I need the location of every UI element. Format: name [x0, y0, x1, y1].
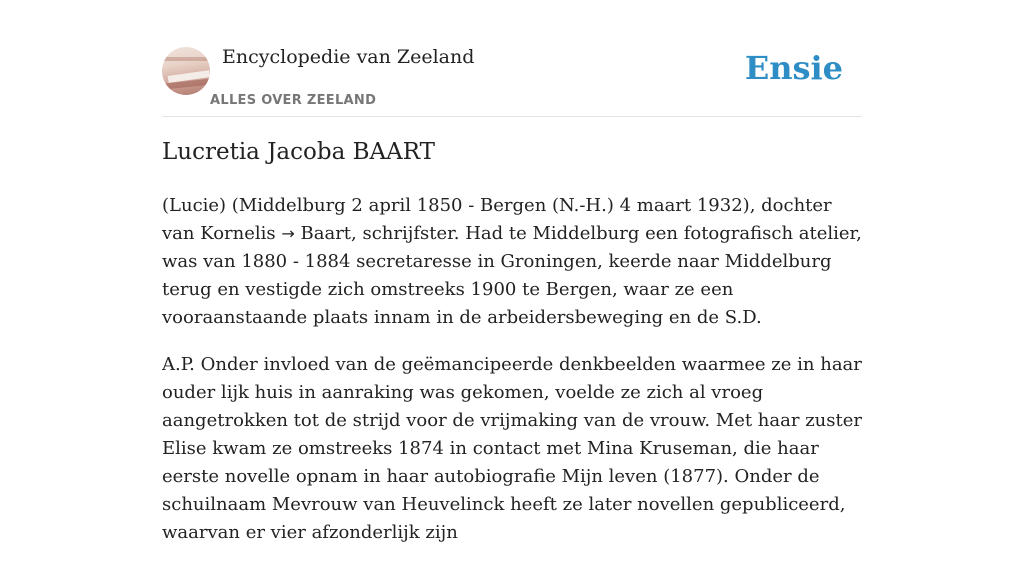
paragraph-text: Baart, schrijfster. Had te Middelburg een fotografisch atelier, was van 1880 - 1884 secretaresse in Groningen, keerde naar Middelburg terug en vestigde zich omstreeks 1900 te Bergen, waar ze een vooraanstaande plaats innam in de arbeidersbeweging en de S.D. [162, 223, 862, 328]
site-tagline: ALLES OVER ZEELAND [210, 93, 377, 108]
paragraph-text: (Lucie) (Middelburg 2 april 1850 - Bergen (N.-H.) 4 maart 1932), dochter van [162, 195, 832, 244]
article-paragraph: A.P. Onder invloed van de geëmancipeerde denkbeelden waarmee ze in haar ouder lijk huis in aanraking was gekomen, voelde ze zich al vroeg aangetrokken tot de strijd voor de vrijmaking van de vrouw. Met haar zuster Elise kwam ze omstreeks 1874 in contact met Mina Kruseman, die haar eerste novelle opnam in haar autobiografie Mijn leven (1877). Onder de schuilnaam Mevrouw van Heuvelinck heeft ze later novellen gepubliceerd, waarvan er vier afzonderlijk zijn [162, 354, 862, 543]
link-text: Kornelis [200, 223, 276, 244]
site-header [162, 0, 862, 117]
site-title[interactable]: Encyclopedie van Zeeland [222, 46, 475, 68]
article-body [162, 192, 862, 566]
page [162, 0, 862, 543]
kornelis-link[interactable] [200, 223, 295, 244]
ensie-brand-link[interactable]: Ensie [744, 49, 843, 87]
avatar-image-detail [162, 57, 210, 61]
article-title: Lucretia Jacoba BAART [162, 139, 435, 165]
site-logo-avatar[interactable] [162, 47, 210, 95]
article-paragraph [162, 192, 862, 332]
arrow-right-icon: → [281, 224, 295, 243]
